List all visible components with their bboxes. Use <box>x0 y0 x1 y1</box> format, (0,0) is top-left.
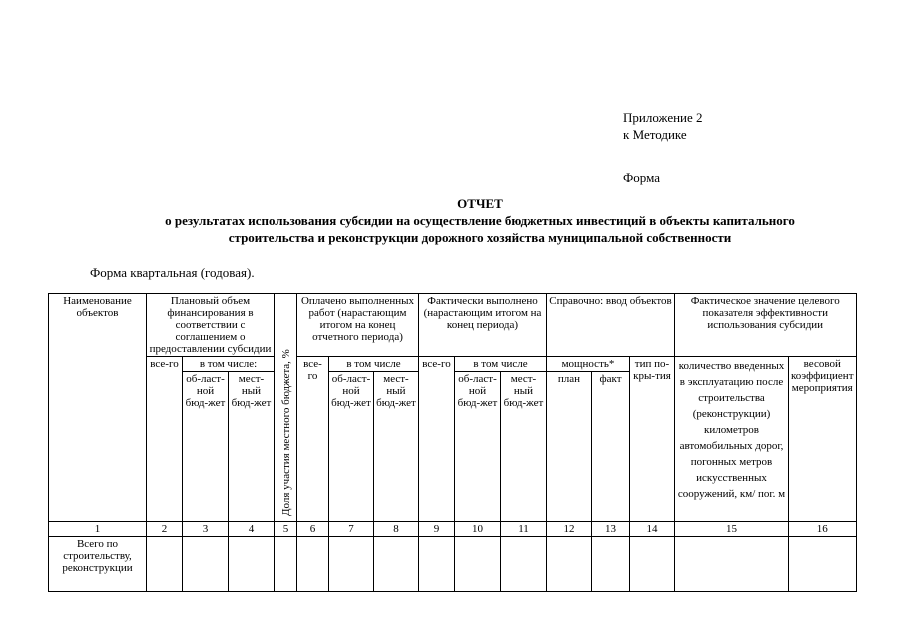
ref-plan: план <box>547 372 592 522</box>
table-cell <box>419 537 455 592</box>
column-number: 7 <box>329 522 374 537</box>
table-cell <box>374 537 419 592</box>
actual-local: мест-ный бюд-жет <box>501 372 547 522</box>
plan-local: мест-ный бюд-жет <box>229 372 275 522</box>
appendix-block <box>623 109 703 186</box>
appendix-form: Форма <box>623 170 660 185</box>
plan-regional: об-ласт-ной бюд-жет <box>183 372 229 522</box>
table-cell <box>547 537 592 592</box>
table-cell <box>297 537 329 592</box>
plan-total: все-го <box>147 357 183 522</box>
header-name: Наименование объектов <box>49 294 147 522</box>
table-cell <box>329 537 374 592</box>
table-cell <box>630 537 675 592</box>
column-number: 1 <box>49 522 147 537</box>
paid-total: все-го <box>297 357 329 522</box>
column-number: 2 <box>147 522 183 537</box>
report-table <box>48 293 857 592</box>
actual-total: все-го <box>419 357 455 522</box>
table-cell <box>229 537 275 592</box>
ref-type: тип по-кры-тия <box>630 357 675 522</box>
column-number: 11 <box>501 522 547 537</box>
column-number: 14 <box>630 522 675 537</box>
column-number: 12 <box>547 522 592 537</box>
header-reference: Справочно: ввод объектов <box>547 294 675 357</box>
target-weight: весовой коэффициент мероприятия <box>789 357 857 522</box>
table-cell <box>275 537 297 592</box>
report-title <box>40 195 905 246</box>
target-km: количество введенных в эксплуатацию после строительства (реконструкции) километров автомобильных дорог, погонных метров искусственных сооружений, км/ пог. м <box>675 357 789 522</box>
report-subtitle-line-2: строительства и реконструкции дорожного хозяйства муниципальной собственности <box>228 230 732 245</box>
paid-incl: в том числе <box>329 357 419 372</box>
column-number: 10 <box>455 522 501 537</box>
appendix-line-2: к Методике <box>623 127 687 142</box>
ref-fact: факт <box>592 372 630 522</box>
column-number: 15 <box>675 522 789 537</box>
header-actual: Фактически выполнено (нарастающим итогом на конец периода) <box>419 294 547 357</box>
table-cell <box>455 537 501 592</box>
column-number: 8 <box>374 522 419 537</box>
table-cell <box>789 537 857 592</box>
column-number: 9 <box>419 522 455 537</box>
table-cell <box>183 537 229 592</box>
table-cell <box>675 537 789 592</box>
header-share-cell <box>275 294 297 522</box>
column-number: 3 <box>183 522 229 537</box>
appendix-line-1: Приложение 2 <box>623 110 703 125</box>
report-subtitle-line-1: о результатах использования субсидии на осуществление бюджетных инвестиций в объекты капитального <box>165 213 795 228</box>
form-type-line: Форма квартальная (годовая). <box>90 265 255 280</box>
plan-incl: в том числе: <box>183 357 275 372</box>
ref-capacity: мощность* <box>547 357 630 372</box>
column-number: 5 <box>275 522 297 537</box>
table-cell <box>592 537 630 592</box>
table-row <box>49 537 857 592</box>
header-plan: Плановый объем финансирования в соответствии с соглашением о предоставлении субсидии <box>147 294 275 357</box>
paid-regional: об-ласт-ной бюд-жет <box>329 372 374 522</box>
column-number: 13 <box>592 522 630 537</box>
header-target: Фактическое значение целевого показателя эффективности использования субсидии <box>675 294 857 357</box>
report-title-main: ОТЧЕТ <box>457 196 503 211</box>
actual-incl: в том числе <box>455 357 547 372</box>
column-number: 16 <box>789 522 857 537</box>
column-number-row <box>49 522 857 537</box>
paid-local: мест-ный бюд-жет <box>374 372 419 522</box>
row-label: Всего по строительству, реконструкции <box>49 537 147 592</box>
header-share: Доля участия местного бюджета, % <box>279 349 292 516</box>
column-number: 4 <box>229 522 275 537</box>
actual-regional: об-ласт-ной бюд-жет <box>455 372 501 522</box>
table-cell <box>147 537 183 592</box>
header-paid: Оплачено выполненных работ (нарастающим итогом на конец отчетного периода) <box>297 294 419 357</box>
column-number: 6 <box>297 522 329 537</box>
table-cell <box>501 537 547 592</box>
